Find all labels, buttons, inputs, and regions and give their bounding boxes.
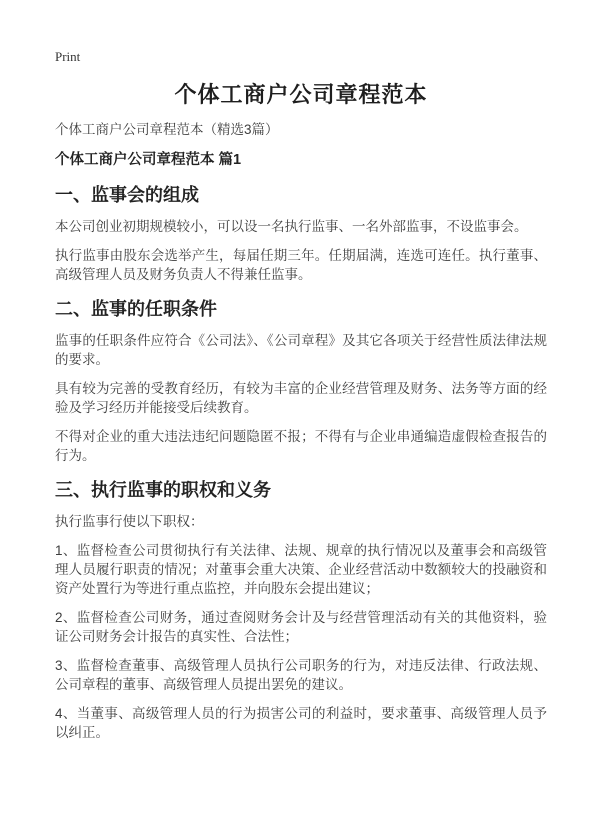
list-item-4: 4、当董事、高级管理人员的行为损害公司的利益时，要求董事、高级管理人员予以纠正。 bbox=[55, 706, 547, 740]
article-heading: 个体工商户公司章程范本 篇1 bbox=[55, 152, 242, 168]
section-heading-3: 三、执行监事的职权和义务 bbox=[55, 480, 271, 500]
paragraph: 执行监事行使以下职权： bbox=[55, 514, 204, 529]
print-button[interactable]: Print bbox=[55, 49, 81, 64]
list-item-3: 3、监督检查董事、高级管理人员执行公司职务的行为，对违反法律、行政法规、公司章程的董事、高级管理人员提出罢免的建议。 bbox=[55, 658, 547, 692]
section-heading-1: 一、监事会的组成 bbox=[55, 185, 199, 205]
page-title: 个体工商户公司章程范本 bbox=[174, 82, 428, 107]
paragraph: 监事的任职条件应符合《公司法》、《公司章程》及其它各项关于经营性质法律法规的要求。 bbox=[55, 333, 547, 367]
list-item-1: 1、监督检查公司贯彻执行有关法律、法规、规章的执行情况以及董事会和高级管理人员履行职责的情况；对董事会重大决策、企业经营活动中数额较大的投融资和资产处置行为等进行重点监控，并向股东会提出建议； bbox=[55, 543, 547, 596]
paragraph: 执行监事由股东会选举产生，每届任期三年。任期届满，连选可连任。执行董事、高级管理人员及财务负责人不得兼任监事。 bbox=[55, 248, 547, 282]
doc-subtitle: 个体工商户公司章程范本（精选3篇） bbox=[55, 122, 279, 137]
paragraph: 本公司创业初期规模较小，可以设一名执行监事、一名外部监事，不设监事会。 bbox=[55, 219, 528, 234]
paragraph: 具有较为完善的受教育经历，有较为丰富的企业经营管理及财务、法务等方面的经验及学习经历并能接受后续教育。 bbox=[55, 381, 547, 415]
paragraph: 不得对企业的重大违法违纪问题隐匿不报；不得有与企业串通编造虚假检查报告的行为。 bbox=[55, 429, 547, 463]
section-heading-2: 二、监事的任职条件 bbox=[55, 299, 217, 319]
list-item-2: 2、监督检查公司财务，通过查阅财务会计及与经营管理活动有关的其他资料，验证公司财务会计报告的真实性、合法性； bbox=[55, 610, 547, 644]
